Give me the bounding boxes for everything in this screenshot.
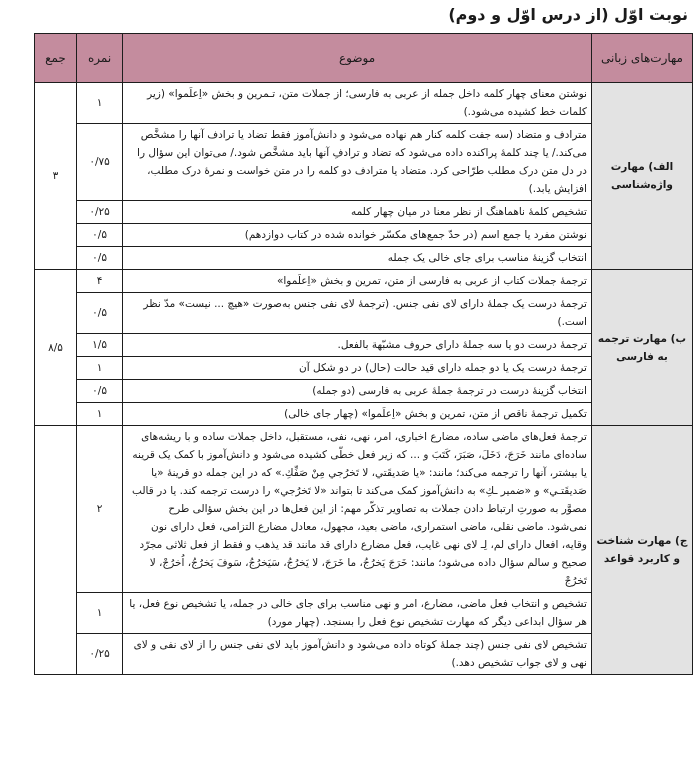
score-cell: ۲ [76, 426, 122, 593]
topic-cell: ترجمهٔ درست یک جملهٔ دارای لای نفی جنس. (ترجمهٔ لای نفی جنس به‌صورت «هیچ ... نیست» مدّ نظر است.) [123, 293, 592, 334]
exam-blueprint-table [34, 33, 693, 675]
header-score: نمره [76, 34, 122, 83]
skill-grammar: ج) مهارت شناخت و کاربرد قواعد [591, 426, 692, 675]
score-cell: ۰/۲۵ [76, 634, 122, 675]
header-skills: مهارت‌های زبانی [591, 34, 692, 83]
topic-cell: انتخاب گزینهٔ مناسب برای جای خالی یک جمله [123, 247, 592, 270]
skill-translation: ب) مهارت ترجمه به فارسی [591, 270, 692, 426]
topic-cell: ترجمهٔ درست یک یا دو جمله دارای قید حالت (حال) در دو شکل آن [123, 357, 592, 380]
topic-cell: تشخیص کلمهٔ ناهماهنگ از نظر معنا در میان چهار کلمه [123, 201, 592, 224]
score-cell: ۰/۲۵ [76, 201, 122, 224]
total-cell: ۸/۵ [35, 270, 77, 426]
skill-vocabulary: الف) مهارت واژه‌شناسی [591, 83, 692, 270]
topic-cell: نوشتن معنای چهار کلمه داخل جمله از عربی به فارسی؛ از جملات متن، تـمرین و بخش «اِعلَموا» (زیر کلمات خط کشیده می‌شود.) [123, 83, 592, 124]
score-cell: ۰/۵ [76, 293, 122, 334]
topic-cell: تشخیص لای نفی جنس (چند جملهٔ کوتاه داده می‌شود و دانش‌آموز باید لای نفی جنس را از لای نفی و لای نهی و لای جواب تشخیص دهد.) [123, 634, 592, 675]
score-cell: ۱ [76, 83, 122, 124]
score-cell: ۱ [76, 403, 122, 426]
score-cell: ۱/۵ [76, 334, 122, 357]
topic-cell: انتخاب گزینهٔ درست در ترجمهٔ جملهٔ عربی به فارسی (دو جمله) [123, 380, 592, 403]
table-row [35, 83, 693, 124]
topic-cell: ترجمهٔ جملات کتاب از عربی به فارسی از متن، تمرین و بخش «اِعلَموا» [123, 270, 592, 293]
table-row [35, 270, 693, 293]
header-total: جمع [35, 34, 77, 83]
table-row [35, 426, 693, 593]
topic-cell: مترادف و متضاد (سه جفت کلمه کنار هم نهاده می‌شود و دانش‌آموز فقط تضاد یا ترادف آنها را مشخَّص می‌کند./ یا چند کلمهٔ پراکنده داده می‌شود که تضاد و ترادفِ آنها باید مشخَّص شود./ می‌توان این سؤال را در دل متن درک مطلب طرّاحی کرد. متضاد یا مترادف دو کلمه را در متن خواست و نمرهٔ درک مطلب، افزایش یابد.) [123, 124, 592, 201]
score-cell: ۰/۷۵ [76, 124, 122, 201]
score-cell: ۰/۵ [76, 247, 122, 270]
topic-cell: تکمیل ترجمهٔ ناقص از متن، تمرین و بخش «اِعلَموا» (چهار جای خالی) [123, 403, 592, 426]
total-cell: ۳ [35, 83, 77, 270]
topic-cell: تشخیص و انتخاب فعل ماضی، مضارع، امر و نهی مناسب برای جای خالی در جمله، یا تشخیص نوع فعل، یا هر سؤال ابداعی دیگر که مهارت تشخیص نوع فعل را بسنجد. (چهار مورد) [123, 593, 592, 634]
header-topic: موضوع [123, 34, 592, 83]
total-cell [35, 426, 77, 675]
score-cell: ۱ [76, 357, 122, 380]
table-header-row [35, 34, 693, 83]
score-cell: ۴ [76, 270, 122, 293]
score-cell: ۱ [76, 593, 122, 634]
score-cell: ۰/۵ [76, 380, 122, 403]
score-cell: ۰/۵ [76, 224, 122, 247]
topic-cell: نوشتن مفرد یا جمع اسم (در حدّ جمع‌های مکسّر خوانده شده در کتاب دوازدهم) [123, 224, 592, 247]
page-title: نوبت اوّل (از درس اوّل و دوم) [448, 5, 688, 24]
topic-cell: ترجمهٔ فعل‌های ماضی ساده، مضارع اخباری، امر، نهی، نفی، مستقبل، داخل جملات ساده و با ریشه‌های ساده‌ای مانند خَرَجَ، دَخَلَ، صَبَرَ، کَتَبَ و ... که زیر فعل خطّی کشیده می‌شود و دانش‌آموز با کمک یک قرینه یا بیشتر، آنها را ترجمه می‌کند؛ مانند: «یا صَدیقَتي، لا تَخرُجي مِنْ صَفِّكِ.» که در این جمله دو قرینهٔ «یا صَدیقَتـي» و «ضمیر ـكِ» به دانش‌آموز کمک می‌کند تا بتواند «لا تَخرُجي» را درست ترجمه کند. یا در قالب مصوَّر به صورتِ ارتباط دادن جملات به تصاویر تذکّر مهم: از این فعل‌ها در این بخش سؤالی طرح نمی‌شود. ماضی نقلی، ماضی استمراری، ماضی بعید، مجهول، معادل مضارع التزامی، فعل دارای نون وقایه، افعال دارای لم، لِـ لای نهی غایب، فعل مضارع دارای قد مانند قد یذهب و فقط از فعل ثلاثی مجرّد صحیح و سالم سؤال داده می‌شود؛ مانند: خَرَجَ یَخرُجُ، ما خَرَجَ، لا یَخرُجُ، سَیَخرُجُ، سَوفَ یَخرُجُ، اُخرُجْ، لا تَخرُجْ [123, 426, 592, 593]
topic-cell: ترجمهٔ درست دو یا سه جملهٔ دارای حروف مشبّهة بالفعل. [123, 334, 592, 357]
